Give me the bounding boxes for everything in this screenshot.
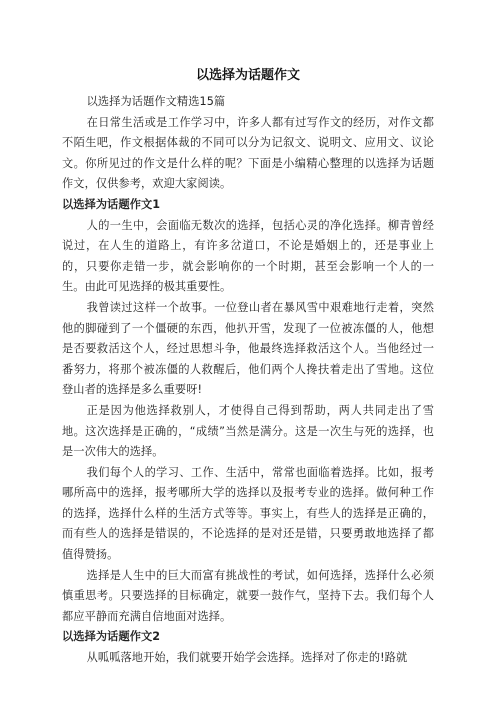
paragraph: 选择是人生中的巨大而富有挑战性的考试，如何选择，选择什么必须慎重思考。只要选择的目标确定，就要一鼓作气，坚持下去。我们每个人都应平静而充满自信地面对选择。 [62, 568, 434, 623]
document-title: 以选择为话题作文 [195, 68, 300, 83]
section-heading: 以选择为话题作文2 [62, 630, 161, 644]
paragraph: 以选择为话题作文精选15篇 [86, 95, 226, 108]
section-heading: 以选择为话题作文1 [62, 197, 161, 211]
paragraph: 我们每个人的学习、工作、生活中，常常也面临着选择。比如，报考哪所高中的选择，报考哪所大学的选择以及报考专业的选择。做何种工作的选择，选择什么样的生活方式等等。事实上，有些人的选择是正确的，而有些人的选择是错误的，不论选择的是对还是错，只要勇敢地选择了都值得赞扬。 [62, 465, 434, 562]
document-body [62, 92, 434, 669]
paragraph: 从呱呱落地开始，我们就要开始学会选择。选择对了你走的!路就 [86, 651, 408, 665]
paragraph: 在日常生活或是工作学习中，许多人都有过写作文的经历，对作文都不陌生吧，作文根据体裁的不同可以分为记叙文、说明文、应用文、议论文。你所见过的作文是什么样的呢？下面是小编精心整理的以选择为话题作文，仅供参考，欢迎大家阅读。 [62, 115, 434, 191]
paragraph: 人的一生中，会面临无数次的选择，包括心灵的净化选择。柳青曾经说过，在人生的道路上，有许多岔道口，不论是婚姻上的，还是事业上的，只要你走错一步，就会影响你的一个时期，甚至会影响一个人的一生。由此可见选择的极其重要性。 [62, 218, 434, 294]
paragraph: 我曾读过这样一个故事。一位登山者在暴风雪中艰难地行走着，突然他的脚碰到了一个僵硬的东西，他扒开雪，发现了一位被冻僵的人，他想是否要救活这个人，经过思想斗争，他最终选择救活这个人。当他经过一番努力，将那个被冻僵的人救醒后，他们两个人搀扶着走出了雪地。这位登山者的选择是多么重要呀! [62, 300, 434, 397]
paragraph: 正是因为他选择救别人，才使得自己得到帮助，两人共同走出了雪地。这次选择是正确的，“成绩”当然是满分。这是一次生与死的选择，也是一次伟大的选择。 [62, 403, 434, 459]
